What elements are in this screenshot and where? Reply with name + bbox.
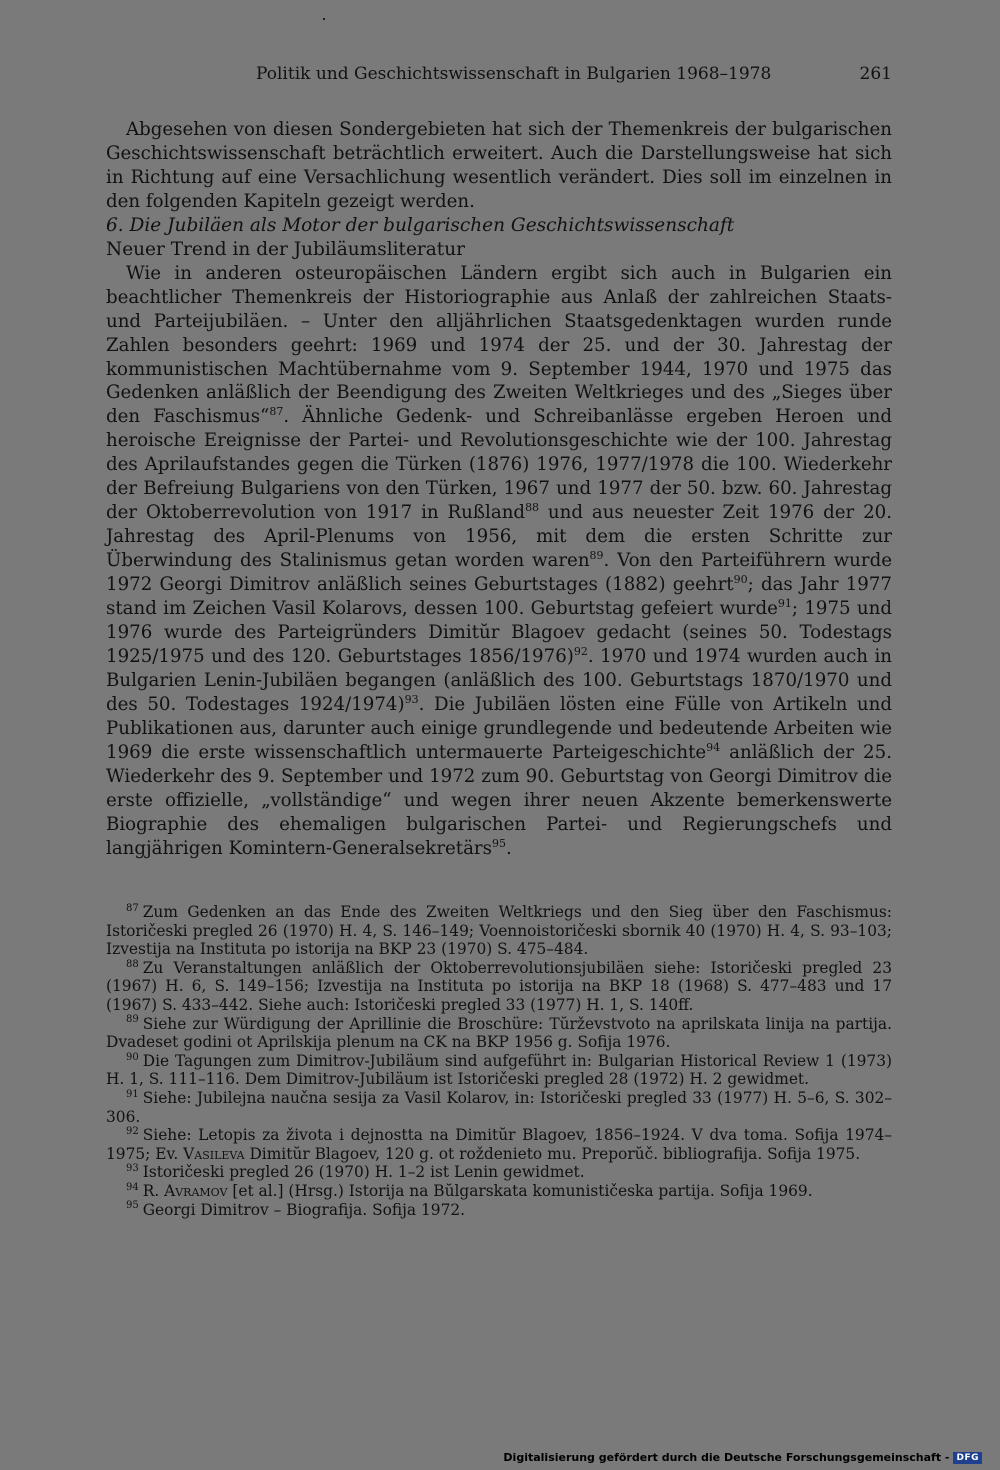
footnote-number: 89 [126,1014,139,1026]
footnote [106,903,892,959]
footnote-number: 94 [126,1181,139,1193]
footnote-text: Siehe: Jubilejna naučna sesija za Vasil Kolarov, in: Istoričeski pregled 33 (1977) H. 5–6, S. 302–306. [106,1088,892,1126]
text-segment: . Ähnliche Gedenk- und Schreibanlässe ergeben Heroen und heroische Ereignisse der Partei- und Revolutionsgeschichte wie der 100. Jahrestag des Aprilaufstandes gegen die Türken (1876) 1976, 1977/1978 die 100. Wiederkehr der Befreiung Bulgariens von den Türken, 1967 und 1977 der 50. bzw. 60. Jahrestag der Oktoberrevolution von 1917 in Rußland [106,406,893,524]
footnote [106,1163,892,1182]
header-title: Politik und Geschichtswissenschaft in Bulgarien 1968–1978 [256,64,772,84]
text-segment: . Von den Parteiführern wurde 1972 Georgi Dimitrov anläßlich seines Geburtstages (1882) geehrt [106,550,892,596]
digitization-credit [503,1451,982,1464]
footnote-ref: 93 [404,692,419,706]
footnote-text: Istoričeski pregled 26 (1970) H. 1–2 ist Lenin gewidmet. [142,1163,585,1182]
text-segment: ; das Jahr 1977 stand im Zeichen Vasil Kolarovs, dessen 100. Geburtstag gefeiert wurde [106,574,892,620]
text-segment: . Die Jubiläen lösten eine Fülle von Artikeln und Publikationen aus, darunter auch einige grundlegende und bedeutende Arbeiten wie 1969 die erste wissenschaftlich untermauerte Parteigeschichte [106,693,892,763]
footnote-text: Siehe zur Würdigung der Aprillinie die Broschüre: Tŭrževstvoto na aprilskata linija na partija. Dvadeset godini ot Aprilskija plenum na CK na BKP 1956 g. Sofija 1976. [106,1014,892,1052]
credit-text: Digitalisierung gefördert durch die Deutsche Forschungsgemeinschaft - [503,1451,950,1464]
intro-paragraph: Abgesehen von diesen Sondergebieten hat sich der Themenkreis der bulgarischen Geschichtswissenschaft beträchtlich erweitert. Auch die Darstellungsweise hat sich in Richtung auf eine Versachlichung wesentlich verändert. Dies soll im einzelnen in den folgenden Kapiteln gezeigt werden. [106,119,892,212]
subsection-heading: Neuer Trend in der Jubiläumsliteratur [106,238,465,260]
footnote-ref: 88 [525,501,540,515]
footnote-ref: 92 [573,644,588,658]
footnote-number: 87 [126,902,139,914]
body-text [106,118,892,861]
footnote-text: Georgi Dimitrov – Biografija. Sofija 1972. [142,1200,466,1219]
dfg-logo: DFG [953,1452,982,1464]
footnote-number: 91 [126,1088,139,1100]
footnote-text: R. [142,1181,165,1200]
footnote-ref: 94 [706,740,721,754]
text-segment: anläßlich der 25. Wiederkehr des 9. September und 1972 zum 90. Geburtstag von Georgi Dimitrov die erste offizielle, „vollständige“ und wegen ihrer neuen Akzente bemerkenswerte Biographie des ehemaligen bulgarischen Partei- und Regierungschefs und langjährigen Komintern-Generalsekretärs [106,741,892,859]
footnote [106,1052,892,1089]
footnote [106,1089,892,1126]
footnote-text: Dimitŭr Blagoev, 120 g. ot roždenieto mu. Preporŭč. bibliografija. Sofija 1975. [244,1144,861,1163]
text-segment: . [505,837,512,859]
page-number: 261 [859,64,892,84]
main-paragraph [106,262,892,861]
footnote-number: 88 [126,958,139,970]
footnote [106,1201,892,1220]
footnote-number: 95 [126,1200,139,1212]
footnote [106,1015,892,1052]
footnote-ref: 90 [733,573,748,587]
author-name: Avramov [164,1181,228,1200]
footnote-ref: 87 [269,405,284,419]
footnote-ref: 89 [589,549,604,563]
footnote [106,1182,892,1201]
footnote-number: 93 [126,1163,139,1175]
section-heading: 6. Die Jubiläen als Motor der bulgarischen Geschichtswissenschaft [106,214,735,236]
footnote-number: 92 [126,1126,139,1137]
footnote-text: Die Tagungen zum Dimitrov-Jubiläum sind aufgeführt in: Bulgarian Historical Review 1 (1973) H. 1, S. 111–116. Dem Dimitrov-Jubiläum ist Istoričeski pregled 28 (1972) H. 2 gewidmet. [106,1051,892,1089]
text-segment: und aus neuester Zeit 1976 der 20. Jahrestag des April-Plenums von 1956, mit dem die ersten Schritte zur Überwindung des Stalinismus getan worden waren [106,502,892,572]
text-segment: ; 1975 und 1976 wurde des Parteigründers Dimitŭr Blagoev gedacht (seines 50. Todestags 1925/1975 und des 120. Geburtstages 1856/1976) [106,598,892,667]
footnote-text: Zu Veranstaltungen anläßlich der Oktoberrevolutionsjubiläen siehe: Istoričeski pregled 23 (1967) H. 6, S. 149–156; Izvestija na Instituta po istorija na BKP 18 (1968) S. 477–483 und 17 (1967) S. 433–442. Siehe auch: Istoričeski pregled 33 (1977) H. 1, S. 140ff. [106,958,892,1014]
footnote-ref: 91 [777,597,792,610]
author-name: Vasileva [183,1144,245,1163]
text-segment: Wie in anderen osteuropäischen Ländern ergibt sich auch in Bulgarien ein beachtlicher Themenkreis der Historiographie aus Anlaß der zahlreichen Staats- und Parteijubiläen. – Unter den alljährlichen Staatsgedenktagen wurden runde Zahlen besonders geehrt: 1969 und 1974 der 25. und der 30. Jahrestag der kommunistischen Machtübernahme vom 9. September 1944, 1970 und 1975 das Gedenken anläßlich der Beendigung des Zweiten Weltkrieges und des „Sieges über den Faschismus“ [106,262,892,428]
footnotes [106,903,892,1219]
footnote-number: 90 [126,1051,139,1063]
text-segment: . 1970 und 1974 wurden auch in Bulgarien Lenin-Jubiläen begangen (anläßlich des 100. Geburtstags 1870/1970 und des 50. Todestages 1924/1974) [106,645,892,715]
footnote [106,1126,892,1163]
footnote-text: Zum Gedenken an das Ende des Zweiten Weltkriegs und den Sieg über den Faschismus: Istoričeski pregled 26 (1970) H. 4, S. 146–149; Voennoistoričeski sbornik 40 (1970) H. 4, S. 93–103; Izvestija na Instituta po istorija na BKP 23 (1970) S. 475–484. [106,903,892,959]
footnote-text: [et al.] (Hrsg.) Istorija na Bŭlgarskata komunističeska partija. Sofija 1969. [227,1181,813,1200]
scan-speck [323,18,325,20]
footnote-ref: 95 [491,836,506,850]
footnote-text: Siehe: Letopis za života i dejnostta na Dimitŭr Blagoev, 1856–1924. V dva toma. Sofija 1974–1975; Ev. [106,1126,892,1163]
footnote [106,959,892,1015]
